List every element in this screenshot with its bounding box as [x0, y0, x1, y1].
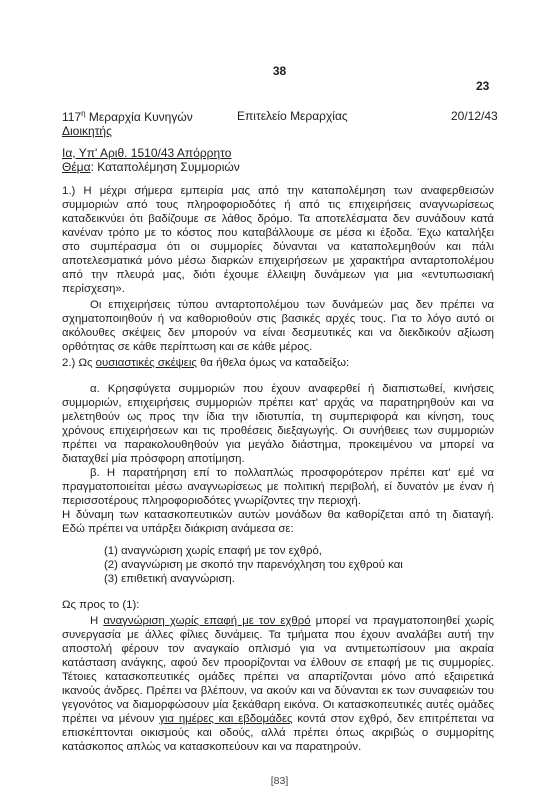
text-line: πρέπει να παρακολουθηθούν για μεγάλο διάστημα, προκειμένου να μπορεί να [62, 439, 494, 451]
text-line: Η δύναμη των κατασκοπευτικών αυτών μονάδων θα καθορίζεται από τη διαταγή. [62, 509, 494, 521]
text-line: περισσοτέρους πληροφοριοδότες γνωρίζοντες την περιοχή. [62, 495, 361, 507]
text-line: ικανούς άνδρες. Πρέπει να βλέπουν, να ακούν και να δύνανται εκ των συναφειών του [62, 685, 494, 697]
text-line: στο συμπέρασμα ότι οι συμμορίες δύνανται να καταπολεμηθούν και πάλι [62, 241, 494, 253]
text-line: κατάσταση ανάγκης, αφού δεν προορίζονται να έλθουν σε επαφή με τις συμμορίες. [62, 657, 494, 669]
text-line: β. Η παρατήρηση επί το πολλαπλώς προσφορότερον πρέπει κατ' εμέ να [90, 467, 494, 479]
text-line: σχηματοποιηθούν ή να καθοριοθούν στις βασικές αρχές τους. Για το λόγο αυτό οι [62, 313, 494, 325]
text-line: Η αναγνώριση χωρίς επαφή με τον εχθρό μπορεί να πραγματοποιηθεί χωρίς [90, 615, 494, 627]
text-line: 1.) Η μέχρι σήμερα εμπειρία μας από την καταπολέμηση των αναφερθεισών [62, 185, 494, 197]
issuing-unit: $117^\eta$ Μεραρχία Κυνηγών [62, 109, 193, 124]
text-line: αποτελεσματικά μόνο μέσω διαρκών επιχειρήσεων με χαρακτήρα ανταρτοπολέμου [62, 255, 494, 267]
text-line: αποστολή φέρουν τον αναγκαίο οπλισμό για να αντιμετωπίσουν μια ακραία [62, 643, 494, 655]
text-line: α. Κρησφύγετα συμμοριών που έχουν αναφερθεί ή διαπιστωθεί, κινήσεις [90, 383, 494, 395]
list-item: (1) αναγνώριση χωρίς επαφή με τον εχθρό, [104, 545, 322, 557]
text-line: ακόλουθες σκέψεις δεν μπορούν να είναι δεσμευτικές και να διεκδικούν αξίωση [62, 327, 494, 339]
issuing-unit-role: Διοικητής [62, 124, 112, 138]
text-line: χρόνους επιχειρήσεων και τις προθέσεις διεξαγωγής. Οι συνήθειες των συμμοριών [62, 425, 494, 437]
text-line: επισκέπτονται οικισμούς και οδούς, αλλά πρέπει όπως ακριβώς ο συμμορίτης [62, 727, 494, 739]
text-line: διαταχθεί μία πρόσφορη αποτίμηση. [62, 453, 245, 465]
text-line: συμμοριών από τους πληροφοριοδότες ή από τις επιχειρήσεις αναγνωρίσεως [62, 199, 494, 211]
text-line: περίσχεση». [62, 283, 125, 295]
text-line: πραγματοποιείται μέσω αναγνωρίσεως με πολιτική περιβολή, εί δυνατόν με έναν ή [62, 481, 494, 493]
text-line: Εδώ πρέπει να υπάρξει διάκριση ανάμεσα σε: [62, 523, 294, 535]
text-line: κανέναν τρόπο με το κόστος που καταβάλλουμε σε μέσα κι έξοδα. Έχω καταλήξει [62, 227, 494, 239]
text-line: πρέπει να μένουν για ημέρες και εβδομάδες κοντά στον εχθρό, δεν επιτρέπεται να [62, 713, 494, 725]
text-line: συνεργασία με άλλες φίλιες δυνάμεις. Τα τμήματα που έχουν αναλάβει αυτή την [62, 629, 494, 641]
list-item: (3) επιθετική αναγνώριση. [104, 573, 235, 585]
text-line: καταδεικνύει ότι βαδίζουμε σε λάθος δρόμο. Τα αποτελέσματα δεν συνάδουν κατά [62, 213, 494, 225]
document-date: 20/12/43 [451, 109, 498, 123]
subsection-label: Ως προς το (1): [62, 599, 140, 611]
division-staff: Επιτελείο Μεραρχίας [237, 109, 348, 123]
subject-text: : Καταπολέμηση Συμμοριών [90, 160, 240, 174]
subject-line [62, 160, 240, 174]
text-line: Τέτοιες κατασκοπευτικές ομάδες πρέπει να απαρτίζονται μόνο από εξαιρετικά [62, 671, 494, 683]
page-number-right: 23 [476, 79, 490, 93]
list-item: (2) αναγνώριση με σκοπό την παρενόχληση του εχθρού και [104, 559, 403, 571]
text-line: μελετηθούν ως προς την ίδια την ιδιοτυπία, τη συμπεριφορά και κίνηση, τους [62, 411, 494, 423]
text-line: από την πλευρά μας, διότι έχουμε έλλειψη δυνάμεων για μια «εντυπωσιακή [62, 269, 494, 281]
text-line: γεγονότος να διαμορφώσουν μία ξεκάθαρη εικόνα. Οι κατασκοπευτικές αυτές ομάδες [62, 699, 494, 711]
reference-number: Ια, Υπ' Αριθ. 1510/43 Απόρρητο [62, 146, 232, 160]
archive-page-number: [83] [270, 775, 289, 787]
text-line: κατάσκοπος απλώς να κατασκοπεύουν και να παρατηρούν. [62, 741, 362, 753]
section-2-heading: 2.) Ως ουσιαστικές σκέψεις θα ήθελα όμως να καταδείξω: [62, 357, 350, 369]
text-line: ορθότητας σε κάθε περίπτωση και σε κάθε μέρος. [62, 341, 313, 353]
text-line: Οι επιχειρήσεις τύπου ανταρτοπολέμου των δυνάμεών μας δεν πρέπει να [90, 299, 494, 311]
page-number-top: 38 [272, 64, 287, 78]
subject-label: Θέμα [62, 160, 91, 174]
text-line: συμμοριών, επιχειρήσεις συμμοριών πρέπει κατ' αρχάς να παρατηρηθούν και να [62, 397, 494, 409]
